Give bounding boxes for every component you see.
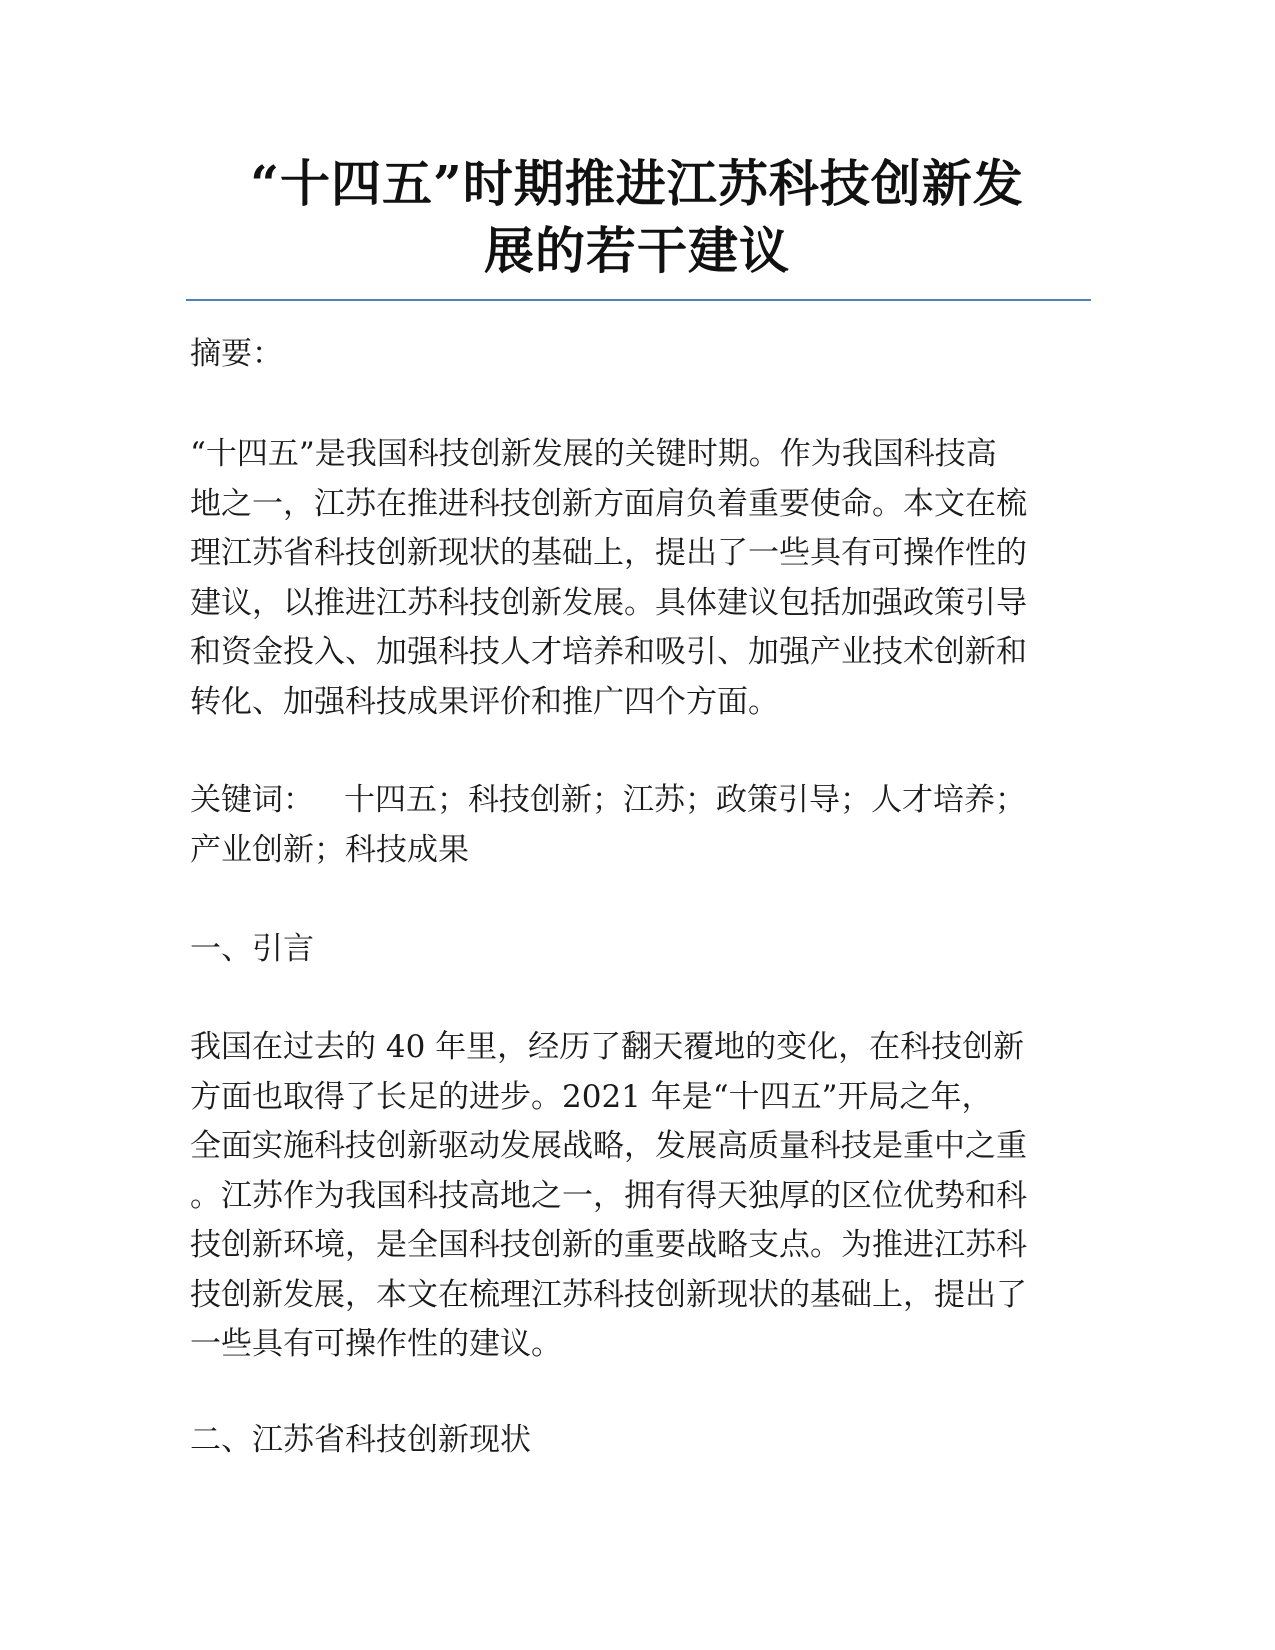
paragraph-line: 技创新环境，是全国科技创新的重要战略支点。为推进江苏科 bbox=[190, 1227, 1027, 1263]
abstract-line: 理江苏省科技创新现状的基础上，提出了一些具有可操作性的 bbox=[190, 535, 1027, 571]
paragraph-line: 我国在过去的 40 年里，经历了翻天覆地的变化，在科技创新 bbox=[190, 1029, 1025, 1065]
document-title-line: 展的若干建议 bbox=[484, 221, 790, 280]
abstract-label: 摘要： bbox=[190, 336, 283, 372]
abstract-line: 建议，以推进江苏科技创新发展。具体建议包括加强政策引导 bbox=[190, 584, 1027, 621]
keywords bbox=[190, 776, 1090, 875]
introduction-body bbox=[190, 1023, 1090, 1370]
paragraph-line: 技创新发展，本文在梳理江苏科技创新现状的基础上，提出了 bbox=[190, 1276, 1027, 1313]
keywords-line: 产业创新；科技成果 bbox=[190, 831, 469, 868]
keywords-list: 十四五；科技创新；江苏；政策引导；人才培养； bbox=[344, 782, 1026, 818]
keywords-label: 关键词： bbox=[190, 782, 314, 818]
section-heading-status: 二、江苏省科技创新现状 bbox=[190, 1422, 531, 1458]
abstract-line: 和资金投入、加强科技人才培养和吸引、加强产业技术创新和 bbox=[190, 634, 1027, 670]
document-title bbox=[186, 150, 1088, 284]
paragraph-line: 一些具有可操作性的建议。 bbox=[190, 1326, 562, 1362]
keywords-line bbox=[190, 776, 1090, 826]
paragraph-line: 全面实施科技创新驱动发展战略，发展高质量科技是重中之重 bbox=[190, 1128, 1027, 1164]
abstract-line: 地之一，江苏在推进科技创新方面肩负着重要使命。本文在梳 bbox=[190, 485, 1027, 522]
abstract-line: 转化、加强科技成果评价和推广四个方面。 bbox=[190, 683, 779, 720]
section-heading-introduction: 一、引言 bbox=[190, 931, 314, 967]
paragraph-line: 方面也取得了长足的进步。2021 年是“十四五”开局之年， bbox=[190, 1078, 993, 1115]
title-divider bbox=[186, 299, 1091, 301]
paragraph-line: 。江苏作为我国科技高地之一，拥有得天独厚的区位优势和科 bbox=[190, 1177, 1027, 1214]
abstract-body bbox=[190, 430, 1090, 727]
document-title-line: “十四五”时期推进江苏科技创新发 bbox=[250, 154, 1024, 213]
abstract-line: “十四五”是我国科技创新发展的关键时期。作为我国科技高 bbox=[190, 436, 997, 472]
